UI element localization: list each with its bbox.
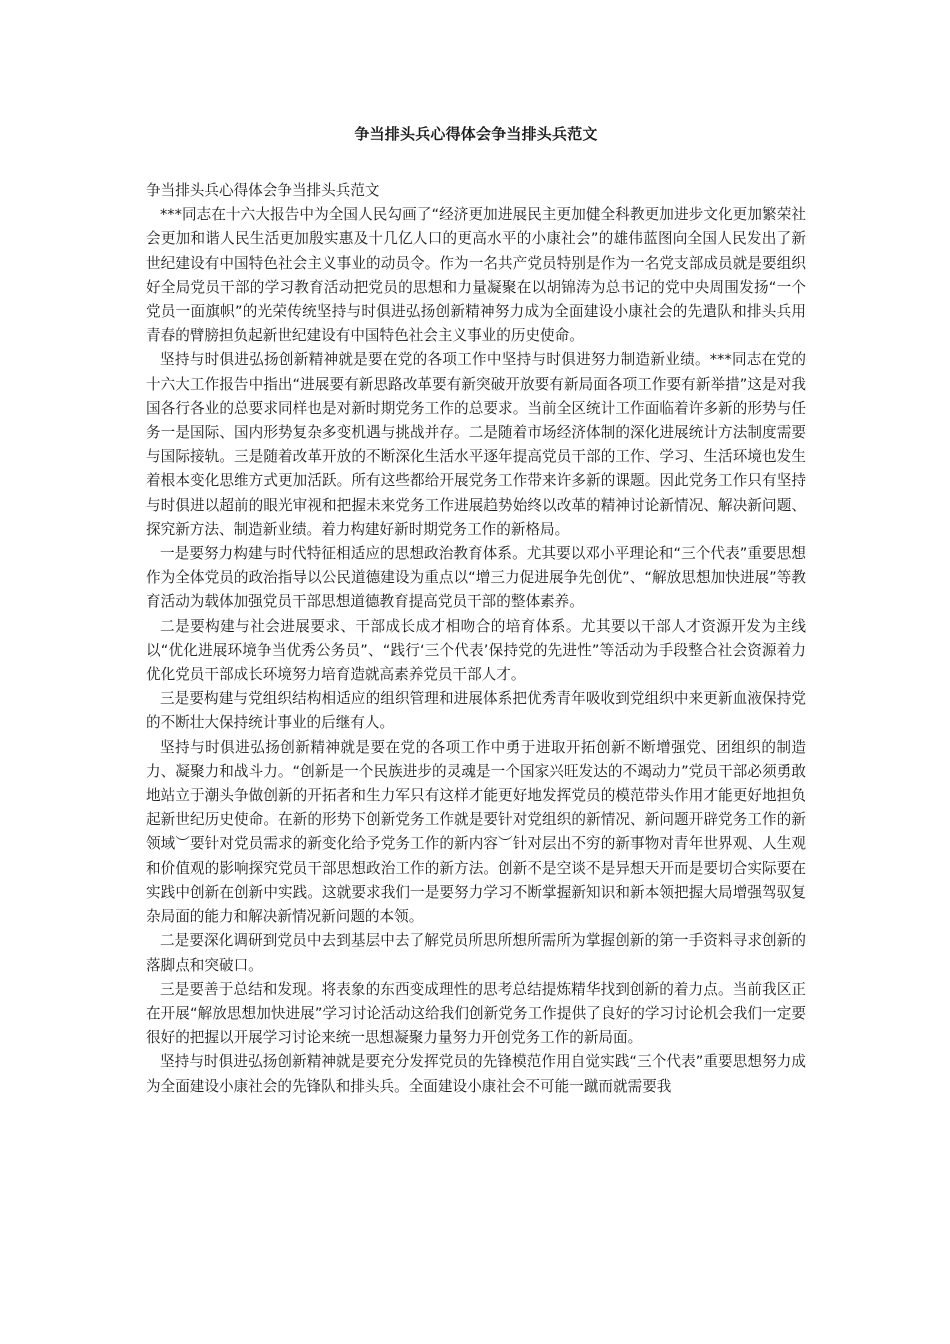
paragraph-4: 二是要构建与社会进展要求、干部成长成才相吻合的培育体系。尤其要以干部人才资源开发为主线以“优化进展环境争当优秀公务员”、“践行‘三个代表’保持党的先进性”等活动为手段整合社会资源着力优化党员干部成长环境努力培育造就高素养党员干部人才。 — [146, 617, 806, 684]
document-subtitle: 争当排头兵心得体会争当排头兵范文 — [146, 182, 380, 199]
document-page — [146, 122, 806, 1099]
paragraph-5: 三是要构建与党组织结构相适应的组织管理和进展体系把优秀青年吸收到党组织中来更新血液保持党的不断壮大保持统计事业的后继有人。 — [146, 690, 806, 732]
paragraph-3: 一是要努力构建与时代特征相适应的思想政治教育体系。尤其要以邓小平理论和“三个代表”重要思想作为全体党员的政治指导以公民道德建设为重点以“增三力促进展争先创优”、“解放思想加快进展”等教育活动为载体加强党员干部思想道德教育提高党员干部的整体素养。 — [146, 545, 807, 611]
paragraph-9: 坚持与时俱进弘扬创新精神就是要充分发挥党员的先锋模范作用自觉实践“三个代表”重要思想努力成为全面建设小康社会的先锋队和排头兵。全面建设小康社会不可能一蹴而就需要我 — [146, 1053, 806, 1095]
paragraph-8: 三是要善于总结和发现。将表象的东西变成理性的思考总结提炼精华找到创新的着力点。当前我区正在开展“解放思想加快进展”学习讨论活动这给我们创新党务工作提供了良好的学习讨论机会我们一定要很好的把握以开展学习讨论来统一思想凝聚力量努力开创党务工作的新局面。 — [146, 980, 806, 1047]
document-title: 争当排头兵心得体会争当排头兵范文 — [354, 125, 598, 143]
paragraph-2: 坚持与时俱进弘扬创新精神就是要在党的各项工作中坚持与时俱进努力制造新业绩。***同志在党的十六大工作报告中指出“进展要有新思路改革要有新突破开放要有新局面各项工作要有新举措”这是对我国各行各业的总要求同样也是对新时期党务工作的总要求。当前全区统计工作面临着许多新的形势与任务一是国际、国内形势复杂多变机遇与挑战并存。二是随着市场经济体制的深化进展统计方法制度需要与国际接轨。三是随着改革开放的不断深化生活水平逐年提高党员干部的工作、学习、生活环境也发生着根本变化思维方式更加活跃。所有这些都给开展党务工作带来许多新的课题。因此党务工作只有坚持与时俱进以超前的眼光审视和把握未来党务工作进展趋势始终以改革的精神讨论新情况、解决新问题、探究新方法、制造新业绩。着力构建好新时期党务工作的新格局。 — [146, 351, 806, 538]
paragraph-7: 二是要深化调研到党员中去到基层中去了解党员所思所想所需所为掌握创新的第一手资料寻求创新的落脚点和突破口。 — [146, 932, 806, 974]
paragraph-6: 坚持与时俱进弘扬创新精神就是要在党的各项工作中勇于进取开拓创新不断增强党、团组织的制造力、凝聚力和战斗力。“创新是一个民族进步的灵魂是一个国家兴旺发达的不竭动力”党员干部必须勇敢地站立于潮头争做创新的开拓者和生力军只有这样才能更好地发挥党员的模范带头作用才能更好地担负起新世纪历史使命。在新的形势下创新党务工作就是要针对党组织的新情况、新问题开辟党务工作的新领域︶要针对党员需求的新变化给予党务工作的新内容︶针对层出不穷的新事物对青年世界观、人生观和价值观的影响探究党员干部思想政治工作的新方法。创新不是空谈不是异想天开而是要切合实际要在实践中创新在创新中实践。这就要求我们一是要努力学习不断掌握新知识和新本领把握大局增强驾驭复杂局面的能力和解决新情况新问题的本领。 — [146, 738, 806, 926]
paragraph-1: ***同志在十六大报告中为全国人民勾画了“经济更加进展民主更加健全科教更加进步文化更加繁荣社会更加和谐人民生活更加殷实惠及十几亿人口的更高水平的小康社会”的雄伟蓝图向全国人民发出了新世纪建设有中国特色社会主义事业的动员令。作为一名共产党员特别是作为一名党支部成员就是要组织好全局党员干部的学习教育活动把党员的思想和力量凝聚在以胡锦涛为总书记的党中央周围发扬“一个党员一面旗帜”的光荣传统坚持与时俱进弘扬创新精神努力成为全面建设小康社会的先遣队和排头兵用青春的臂膀担负起新世纪建设有中国特色社会主义事业的历史使命。 — [146, 206, 806, 345]
